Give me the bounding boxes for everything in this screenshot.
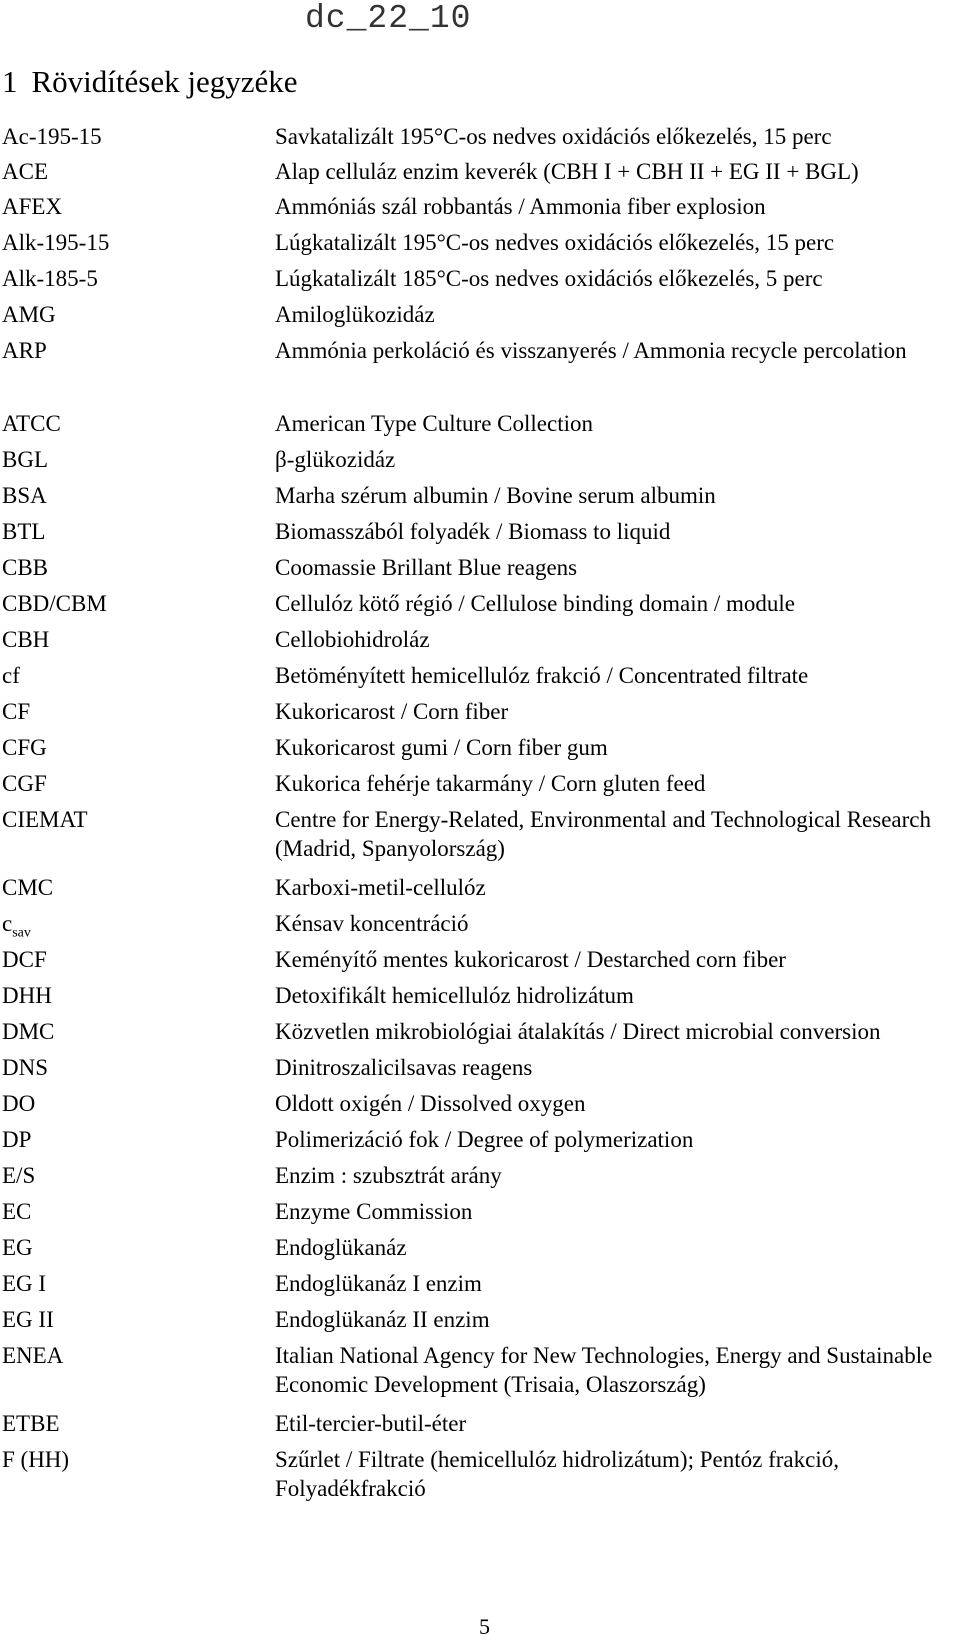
abbreviation-definition: Enzim : szubsztrát arány <box>275 1163 502 1188</box>
abbreviation-term: EG <box>2 1235 33 1260</box>
abbreviation-definition: β-glükozidáz <box>275 447 396 472</box>
abbreviation-term: F (HH) <box>2 1447 70 1472</box>
abbreviation-term: E/S <box>2 1163 36 1188</box>
abbreviation-term: AMG <box>2 302 56 327</box>
abbreviation-definition: Kukorica fehérje takarmány / Corn gluten feed <box>275 771 706 796</box>
abbreviation-definition: Dinitroszalicilsavas reagens <box>275 1055 533 1080</box>
abbreviation-definition: Coomassie Brillant Blue reagens <box>275 555 578 580</box>
abbreviation-term: AFEX <box>2 194 63 219</box>
page-number: 5 <box>479 1614 490 1639</box>
abbreviation-definition: Lúgkatalizált 195°C-os nedves oxidációs előkezelés, 15 perc <box>275 230 835 255</box>
abbreviation-term: EG I <box>2 1271 47 1296</box>
abbreviation-definition: Kukoricarost / Corn fiber <box>275 699 509 724</box>
abbreviation-term-base: c <box>2 911 13 936</box>
section-number: 1 <box>2 64 18 99</box>
abbreviation-term: DMC <box>2 1019 55 1044</box>
abbreviation-definition: Savkatalizált 195°C-os nedves oxidációs előkezelés, 15 perc <box>275 124 832 149</box>
abbreviation-definition: Marha szérum albumin / Bovine serum albumin <box>275 483 716 508</box>
abbreviation-term: DO <box>2 1091 36 1116</box>
abbreviation-definition: Alap celluláz enzim keverék (CBH I + CBH II + EG II + BGL) <box>275 159 859 184</box>
abbreviation-definition: Biomasszából folyadék / Biomass to liquid <box>275 519 671 544</box>
abbreviation-term: CBB <box>2 555 49 580</box>
abbreviation-definition: Oldott oxigén / Dissolved oxygen <box>275 1091 586 1116</box>
abbreviation-term: Ac-195-15 <box>2 124 102 149</box>
abbreviation-definition: Amiloglükozidáz <box>275 302 435 327</box>
abbreviation-definition: Etil-tercier-butil-éter <box>275 1411 467 1436</box>
abbreviation-term: BTL <box>2 519 46 544</box>
abbreviation-term: CMC <box>2 875 54 900</box>
abbreviation-term: CFG <box>2 735 47 760</box>
section-heading <box>2 64 298 100</box>
abbreviation-definition: Kénsav koncentráció <box>275 911 469 936</box>
abbreviation-term: cf <box>2 663 20 688</box>
abbreviation-term: ARP <box>2 338 47 363</box>
abbreviation-definition: Szűrlet / Filtrate (hemicellulóz hidrolizátum); Pentóz frakció, Folyadékfrakció <box>275 1447 839 1501</box>
abbreviation-term: ACE <box>2 159 48 184</box>
abbreviation-term: ENEA <box>2 1343 64 1368</box>
abbreviation-definition: Közvetlen mikrobiológiai átalakítás / Direct microbial conversion <box>275 1019 881 1044</box>
abbreviation-definition: Cellobiohidroláz <box>275 627 430 652</box>
abbreviation-definition: Cellulóz kötő régió / Cellulose binding domain / module <box>275 591 795 616</box>
abbreviation-definition: Ammónia perkoláció és visszanyerés / Ammonia recycle percolation <box>275 338 907 363</box>
abbreviation-term: CBH <box>2 627 50 652</box>
abbreviation-term: BGL <box>2 447 48 472</box>
abbreviation-term: EC <box>2 1199 32 1224</box>
abbreviation-term: DCF <box>2 947 47 972</box>
abbreviation-term: DP <box>2 1127 32 1152</box>
abbreviation-term: DHH <box>2 983 52 1008</box>
document-id: dc_22_10 <box>305 0 472 37</box>
abbreviation-term: CIEMAT <box>2 807 88 832</box>
abbreviation-definition: Kukoricarost gumi / Corn fiber gum <box>275 735 608 760</box>
section-title: Rövidítések jegyzéke <box>31 64 298 99</box>
abbreviation-definition: Endoglükanáz II enzim <box>275 1307 490 1332</box>
abbreviation-definition: American Type Culture Collection <box>275 411 593 436</box>
abbreviation-term: ATCC <box>2 411 61 436</box>
abbreviation-term: CF <box>2 699 31 724</box>
abbreviation-definition: Karboxi-metil-cellulóz <box>275 875 486 900</box>
abbreviation-term: EG II <box>2 1307 54 1332</box>
abbreviation-definition: Betöményített hemicellulóz frakció / Concentrated filtrate <box>275 663 809 688</box>
abbreviation-definition: Endoglükanáz <box>275 1235 407 1260</box>
abbreviation-term: CBD/CBM <box>2 591 107 616</box>
abbreviation-definition: Ammóniás szál robbantás / Ammonia fiber explosion <box>275 194 766 219</box>
abbreviation-term: CGF <box>2 771 47 796</box>
abbreviation-definition: Keményítő mentes kukoricarost / Destarched corn fiber <box>275 947 786 972</box>
abbreviation-definition: Enzyme Commission <box>275 1199 473 1224</box>
abbreviation-term <box>2 909 31 948</box>
abbreviation-term: DNS <box>2 1055 49 1080</box>
abbreviation-definition: Polimerizáció fok / Degree of polymerization <box>275 1127 694 1152</box>
abbreviation-term: ETBE <box>2 1411 60 1436</box>
abbreviation-definition: Lúgkatalizált 185°C-os nedves oxidációs előkezelés, 5 perc <box>275 266 823 291</box>
abbreviation-definition: Detoxifikált hemicellulóz hidrolizátum <box>275 983 634 1008</box>
abbreviation-definition: Centre for Energy-Related, Environmental and Technological Research (Madrid, Spanyolország) <box>275 807 931 861</box>
abbreviation-term-subscript: sav <box>12 925 31 941</box>
abbreviation-term: Alk-195-15 <box>2 230 110 255</box>
abbreviation-term: Alk-185-5 <box>2 266 98 291</box>
abbreviation-definition: Endoglükanáz I enzim <box>275 1271 482 1296</box>
abbreviation-term: BSA <box>2 483 47 508</box>
abbreviation-definition: Italian National Agency for New Technologies, Energy and Sustainable Economic Development (Trisaia, Olaszország) <box>275 1343 933 1397</box>
